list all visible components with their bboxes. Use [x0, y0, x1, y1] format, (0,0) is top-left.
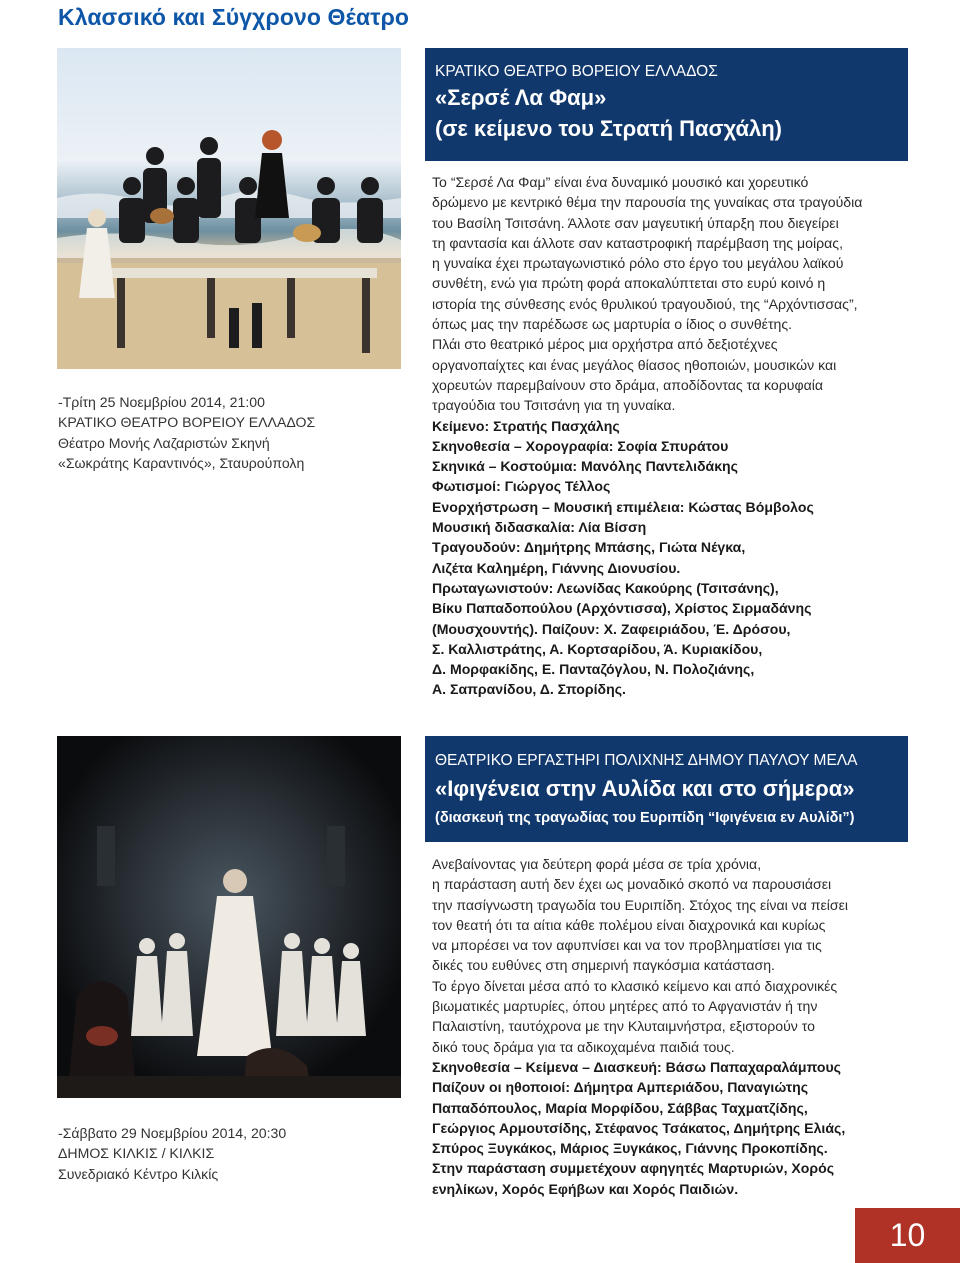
- text-line: Πλάι στο θεατρικό μέρος μια ορχήστρα από δεξιοτέχνες: [432, 336, 778, 353]
- text-line: η γυναίκα έχει πρωταγωνιστικό ρόλο στο έργο του μεγάλου λαϊκού: [432, 255, 844, 272]
- credit-line: Σπύρος Ξυγκάκος, Μάριος Ξυγκάκος, Γιάννης Προκοπίδης.: [432, 1140, 828, 1157]
- credit-line: Λιζέτα Καλημέρη, Γιάννης Διονυσίου.: [432, 559, 681, 576]
- event1-header: [425, 48, 908, 161]
- event2-info: [58, 1123, 398, 1184]
- event2-date: -Σάββατο 29 Νοεμβρίου 2014, 20:30: [58, 1125, 287, 1141]
- event1-title: «Σερσέ Λα Φαμ»: [435, 85, 607, 110]
- text-line: ιστορία της σύνθεσης ενός θρυλικού τραγουδιού, της “Αρχόντισσας”,: [432, 295, 858, 312]
- credit-line: Τραγουδούν: Δημήτρης Μπάσης, Γιώτα Νέγκα,: [432, 539, 746, 556]
- event1-photo: [57, 48, 401, 369]
- event1-body: [432, 172, 912, 700]
- credit-line: Βίκυ Παπαδοπούλου (Αρχόντισσα), Χρίστος Σιρμαδάνης: [432, 600, 812, 617]
- beach-performance-illustration: [57, 48, 401, 369]
- credit-line: Α. Σαπρανίδου, Δ. Σπορίδης.: [432, 681, 626, 698]
- text-line: τη φαντασία και άλλοτε σαν καταστροφική παρέμβαση της μοίρας,: [432, 234, 843, 251]
- stage-performance-illustration: [57, 736, 401, 1098]
- text-line: Παλαιστίνη, ταυτόχρονα με την Κλυταιμνήστρα, εξιστορούν το: [432, 1018, 815, 1035]
- event1-date: -Τρίτη 25 Νοεμβρίου 2014, 21:00: [58, 394, 265, 410]
- event2-header: [425, 736, 908, 842]
- text-line: η παράσταση αυτή δεν έχει ως μοναδικό σκοπό να παρουσιάσει: [432, 876, 832, 893]
- credit-line: Ενορχήστρωση – Μουσική επιμέλεια: Κώστας Βόμβολος: [432, 498, 814, 515]
- event2-organizer: ΘΕΑΤΡΙΚΟ ΕΡΓΑΣΤΗΡΙ ΠΟΛΙΧΝΗΣ ΔΗΜΟΥ ΠΑΥΛΟΥ ΜΕΛΑ: [435, 752, 858, 769]
- text-line: του Βασίλη Τσιτσάνη. Άλλοτε σαν μαγευτική ύπαρξη που διεγείρει: [432, 214, 839, 231]
- page-number: 10: [855, 1208, 960, 1263]
- text-line: όπως μας την παρέδωσε ως μαρτυρία ο ίδιος ο συνθέτης.: [432, 316, 793, 333]
- event2-venue-org: ΔΗΜΟΣ ΚΙΛΚΙΣ / ΚΙΛΚΙΣ: [58, 1145, 215, 1162]
- credit-line: Πρωταγωνιστούν: Λεωνίδας Κακούρης (Τσιτσάνης),: [432, 579, 779, 596]
- text-line: δρώμενο με κεντρικό θέμα την παρουσία της γυναίκας στα τραγούδια: [432, 194, 863, 211]
- event2-photo: [57, 736, 401, 1098]
- text-line: τραγούδια του Τσιτσάνη για τη γυναίκα.: [432, 397, 676, 414]
- credit-line: Σκηνοθεσία – Χορογραφία: Σοφία Σπυράτου: [432, 437, 729, 454]
- event2-credits: [432, 1057, 910, 1199]
- page-title: Κλασσικό και Σύγχρονο Θέατρο: [58, 4, 410, 30]
- event1-info: [58, 392, 398, 473]
- event1-description: [432, 172, 912, 416]
- text-line: να μπορέσει να τον αφυπνίσει και να τον προβληματίσει για τις: [432, 937, 822, 954]
- text-line: Ανεβαίνοντας για δεύτερη φορά μέσα σε τρία χρόνια,: [432, 856, 762, 872]
- text-line: Το έργο δίνεται μέσα από το κλασικό κείμενο και από διαχρονικές: [432, 977, 838, 994]
- text-line: συνθέτη, ενώ για πρώτη φορά αποκαλύπτεται στο ευρύ κοινό η: [432, 275, 826, 292]
- credit-line: Σ. Καλλιστράτης, Α. Κορτσαρίδου, Ά. Κυριακίδου,: [432, 640, 763, 657]
- text-line: δικές του ευθύνες στη σημερινή παγκόσμια κατάσταση.: [432, 957, 775, 974]
- credit-line: Φωτισμοί: Γιώργος Τέλλος: [432, 478, 611, 495]
- event2-description: [432, 854, 910, 1057]
- text-line: Το “Σερσέ Λα Φαμ” είναι ένα δυναμικό μουσικό και χορευτικό: [432, 174, 809, 190]
- text-line: βιωματικές μαρτυρίες, όπου μητέρες από το Αφγανιστάν ή την: [432, 998, 818, 1015]
- event2-subtitle: (διασκευή της τραγωδίας του Ευριπίδη “Ιφιγένεια εν Αυλίδι”): [435, 810, 855, 826]
- credit-line: (Μουσχουντής). Παίζουν: Χ. Ζαφειριάδου, Έ. Δρόσου,: [432, 620, 791, 637]
- event1-credits: [432, 416, 912, 700]
- text-line: οργανοπαίχτες και ένας μεγάλος θίασος ηθοποιών, μουσικών και: [432, 356, 837, 373]
- credit-line: Δ. Μορφακίδης, Ε. Πανταζόγλου, Ν. Πολοζιάνης,: [432, 661, 755, 678]
- credit-line: Σκηνοθεσία – Κείμενα – Διασκευή: Βάσω Παπαχαραλάμπους: [432, 1058, 841, 1075]
- credit-line: Σκηνικά – Κοστούμια: Μανόλης Παντελιδάκης: [432, 458, 738, 475]
- event2-body: [432, 854, 910, 1199]
- event1-venue: Θέατρο Μονής Λαζαριστών Σκηνή: [58, 434, 270, 451]
- text-line: τον θεατή ότι τα αίτια κάθε πολέμου είναι διαχρονικά και κυρίως: [432, 916, 826, 933]
- credit-line: Παπαδόπουλος, Μαρία Μορφίδου, Σάββας Ταχματζίδης,: [432, 1099, 808, 1116]
- credit-line: Γεώργιος Αρμουτσίδης, Στέφανος Τσάκατος, Δημήτρης Ελιάς,: [432, 1119, 846, 1136]
- event2-title: «Ιφιγένεια στην Αυλίδα και στο σήμερα»: [435, 776, 855, 801]
- event1-venue-org: ΚΡΑΤΙΚΟ ΘΕΑΤΡΟ ΒΟΡΕΙΟΥ ΕΛΛΑΔΟΣ: [58, 414, 316, 431]
- credit-line: Παίζουν οι ηθοποιοί: Δήμητρα Αμπεριάδου, Παναγιώτης: [432, 1079, 809, 1096]
- credit-line: Μουσική διδασκαλία: Λία Βίσση: [432, 519, 647, 536]
- text-line: χορευτών παρεμβαίνουν στο δράμα, αποδίδοντας τα κορυφαία: [432, 376, 824, 393]
- event1-venue-location: «Σωκράτης Καραντινός», Σταυρούπολη: [58, 454, 305, 471]
- text-line: την πασίγνωστη τραγωδία του Ευριπίδη. Στόχος της είναι να πείσει: [432, 896, 849, 913]
- event2-venue: Συνεδριακό Κέντρο Κιλκίς: [58, 1165, 219, 1182]
- credit-line: Κείμενο: Στρατής Πασχάλης: [432, 417, 620, 434]
- event1-subtitle: (σε κείμενο του Στρατή Πασχάλη): [435, 116, 783, 141]
- text-line: δικό τους δράμα για τα αδικοχαμένα παιδιά τους.: [432, 1038, 735, 1055]
- credit-line: ενηλίκων, Χορός Εφήβων και Χορός Παιδιών.: [432, 1180, 739, 1197]
- credit-line: Στην παράσταση συμμετέχουν αφηγητές Μαρτυριών, Χορός: [432, 1160, 835, 1177]
- event1-organizer: ΚΡΑΤΙΚΟ ΘΕΑΤΡΟ ΒΟΡΕΙΟΥ ΕΛΛΑΔΟΣ: [435, 63, 718, 80]
